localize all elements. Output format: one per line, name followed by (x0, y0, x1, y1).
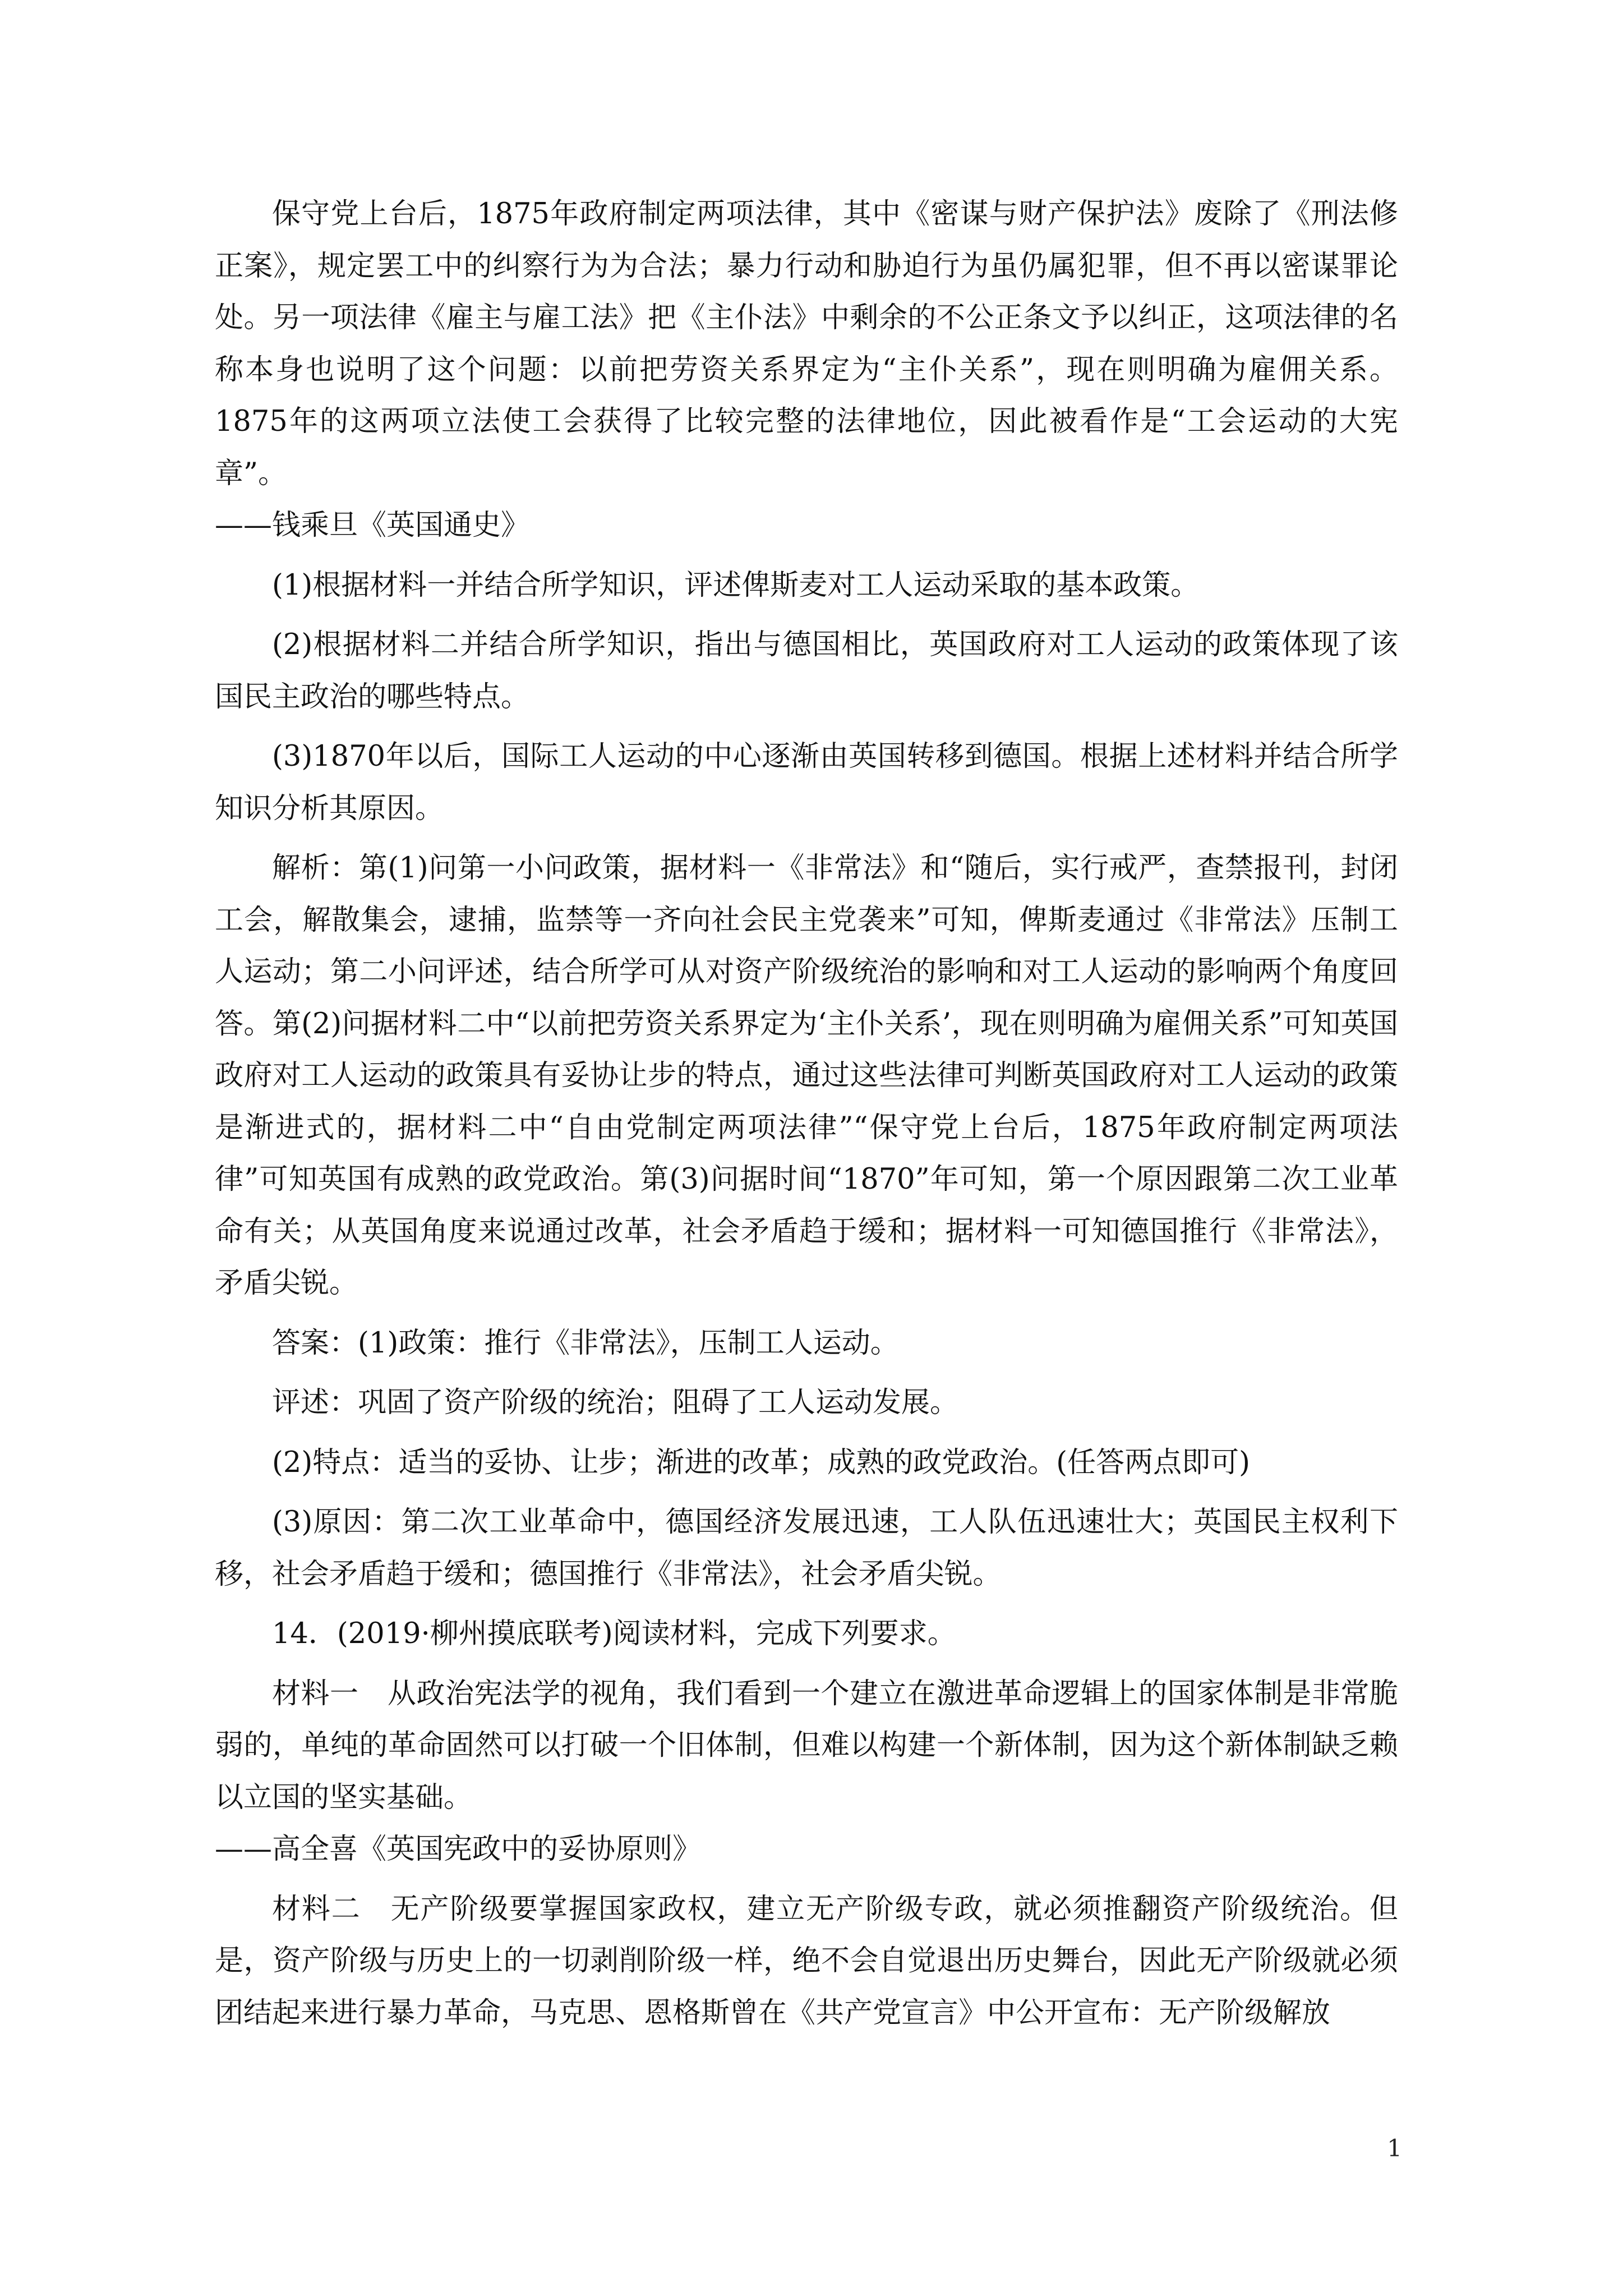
material-two: 材料二 无产阶级要掌握国家政权，建立无产阶级专政，就必须推翻资产阶级统治。但是，资产阶级与历史上的一切剥削阶级一样，绝不会自觉退出历史舞台，因此无产阶级就必须团结起来进行暴力革命，马克思、恩格斯曾在《共产党宣言》中公开宣布：无产阶级解放 (215, 1892, 1398, 2030)
document-body (215, 188, 1398, 2039)
answer-2: (2)特点：适当的妥协、让步；渐进的改革；成熟的政党政治。(任答两点即可) (272, 1446, 1251, 1479)
citation-gao-quanxi: ——高全喜《英国宪政中的妥协原则》 (215, 1833, 702, 1866)
citation-qian-chengdan: ——钱乘旦《英国通史》 (215, 509, 530, 542)
answer-1-comment: 评述：巩固了资产阶级的统治；阻碍了工人运动发展。 (272, 1386, 959, 1419)
question-3: (3)1870年以后，国际工人运动的中心逐渐由英国转移到德国。根据上述材料并结合所学知识分析其原因。 (215, 740, 1398, 825)
paragraph-material-two-continued: 保守党上台后，1875年政府制定两项法律，其中《密谋与财产保护法》废除了《刑法修正案》，规定罢工中的纠察行为为合法；暴力行动和胁迫行为虽仍属犯罪，但不再以密谋罪论处。另一项法律《雇主与雇工法》把《主仆法》中剩余的不公正条文予以纠正，这项法律的名称本身也说明了这个问题：以前把劳资关系界定为“主仆关系”，现在则明确为雇佣关系。1875年的这两项立法使工会获得了比较完整的法律地位，因此被看作是“工会运动的大宪章”。 (215, 197, 1398, 490)
answer-3: (3)原因：第二次工业革命中，德国经济发展迅速，工人队伍迅速壮大；英国民主权利下移，社会矛盾趋于缓和；德国推行《非常法》，社会矛盾尖锐。 (215, 1506, 1398, 1591)
question-2: (2)根据材料二并结合所学知识，指出与德国相比，英国政府对工人运动的政策体现了该国民主政治的哪些特点。 (215, 628, 1398, 714)
question-14-heading: 14．(2019·柳州摸底联考)阅读材料，完成下列要求。 (272, 1617, 956, 1650)
answer-1-policy: 答案：(1)政策：推行《非常法》，压制工人运动。 (272, 1326, 899, 1360)
question-1: (1)根据材料一并结合所学知识，评述俾斯麦对工人运动采取的基本政策。 (272, 568, 1200, 602)
analysis-paragraph: 解析：第(1)问第一小问政策，据材料一《非常法》和“随后，实行戒严，查禁报刊，封闭工会，解散集会，逮捕，监禁等一齐向社会民主党袭来”可知，俾斯麦通过《非常法》压制工人运动；第二小问评述，结合所学可从对资产阶级统治的影响和对工人运动的影响两个角度回答。第(2)问据材料二中“以前把劳资关系界定为‘主仆关系’，现在则明确为雇佣关系”可知英国政府对工人运动的政策具有妥协让步的特点，通过这些法律可判断英国政府对工人运动的政策是渐进式的，据材料二中“自由党制定两项法律”“保守党上台后，1875年政府制定两项法律”可知英国有成熟的政党政治。第(3)问据时间“1870”年可知，第一个原因跟第二次工业革命有关；从英国角度来说通过改革，社会矛盾趋于缓和；据材料一可知德国推行《非常法》，矛盾尖锐。 (215, 852, 1398, 1300)
material-one: 材料一 从政治宪法学的视角，我们看到一个建立在激进革命逻辑上的国家体制是非常脆弱的，单纯的革命固然可以打破一个旧体制，但难以构建一个新体制，因为这个新体制缺乏赖以立国的坚实基础。 (215, 1677, 1398, 1814)
page-number: 1 (1387, 2134, 1402, 2162)
